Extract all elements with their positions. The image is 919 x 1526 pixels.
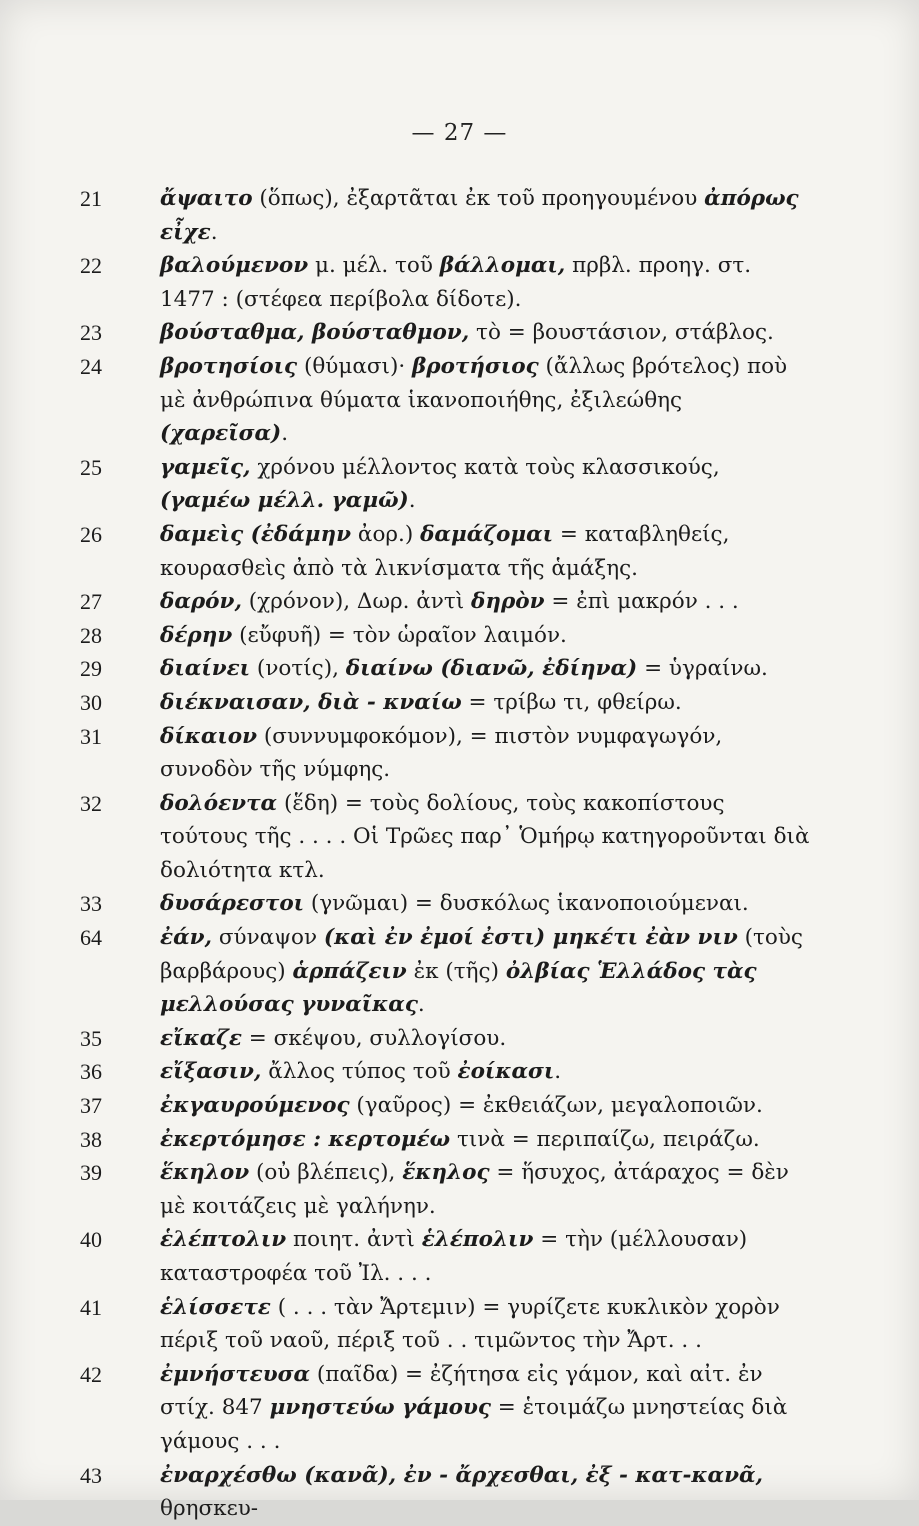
gloss-text: (νοτίς), — [250, 656, 346, 682]
line-number: 32 — [80, 790, 102, 816]
line-number: 35 — [80, 1025, 102, 1051]
line-number: 33 — [80, 891, 102, 917]
line-number: 30 — [80, 689, 102, 715]
glossary-entry — [72, 619, 812, 653]
gloss-text: (γαῦρος) = ἐκθειάζων, μεγαλοποιῶν. — [349, 1093, 763, 1119]
headword: ὀλβίας Ἑλλάδος τὰς μελλούσας γυναῖκας — [160, 958, 757, 1018]
headword: ἑλέπολιν — [421, 1227, 534, 1253]
headword: ἐναρχέσθω (κανᾶ), ἐν - ἄρχεσθαι, ἐξ - κατ-κανᾶ, — [160, 1462, 764, 1488]
headword: βάλλομαι, — [439, 253, 566, 279]
headword: δέρην — [160, 622, 233, 648]
line-number: 36 — [80, 1059, 102, 1085]
headword: ἑλίσσετε — [160, 1294, 271, 1320]
line-number: 26 — [80, 521, 102, 547]
gloss-text: . — [408, 488, 416, 514]
headword: δαρόν, — [160, 589, 242, 615]
headword: ἁρπάζειν — [292, 958, 407, 984]
glossary-entry — [72, 887, 812, 921]
line-number: 28 — [80, 622, 102, 648]
glossary-entry — [72, 585, 812, 619]
page-number: — 27 — — [411, 120, 508, 146]
glossary-entry — [72, 1055, 812, 1089]
line-number: 24 — [80, 353, 102, 379]
glossary-entry — [72, 182, 812, 249]
headword: βαλούμενον — [160, 253, 309, 279]
headword: ἐκερτόμησε : κερτομέω — [160, 1126, 451, 1152]
headword: ἐμνήστευσα — [160, 1361, 311, 1387]
glossary-entry — [72, 652, 812, 686]
line-number: 23 — [80, 320, 102, 346]
gloss-text: (τοὺς βαρβάρους) — [160, 925, 803, 984]
headword: ἕκηλος — [402, 1160, 490, 1186]
line-number: 29 — [80, 656, 102, 682]
headword: (χαρεῖσα) — [160, 421, 282, 447]
gloss-text: (ὅπως), ἐξαρτᾶται ἐκ τοῦ προηγουμένου — [252, 186, 705, 211]
gloss-text: χρόνου μέλλοντος κατὰ τοὺς κλασσικούς, — [250, 454, 720, 480]
gloss-text: ( . . . τὰν Ἄρτεμιν) = γυρίζετε κυκλικὸν χορὸν πέριξ τοῦ ναοῦ, πέριξ τοῦ . . τιμῶντος τὴν Ἄρτ. . . — [160, 1294, 780, 1354]
line-number: 22 — [80, 253, 102, 279]
headword: ἐοίκασι — [457, 1059, 555, 1085]
glossary-entry — [72, 1358, 812, 1459]
headword: ἑλέπτολιν — [160, 1227, 287, 1253]
headword: δίκαιον — [160, 723, 258, 749]
glossary-text — [72, 182, 812, 1526]
gloss-text: (χρόνον), Δωρ. ἀντὶ — [241, 589, 472, 615]
gloss-text: . — [417, 992, 425, 1018]
gloss-text: . — [554, 1059, 562, 1085]
headword: εἴκαζε — [160, 1025, 242, 1051]
headword: δαμάζομαι — [420, 521, 554, 547]
gloss-text: = τρίβω τι, φθείρω. — [461, 689, 682, 715]
headword: μνηστεύω γάμους — [269, 1395, 491, 1421]
headword: ἐάν, — [160, 925, 213, 951]
gloss-text: ἀορ.) — [351, 521, 421, 547]
headword: δηρὸν — [471, 589, 545, 615]
gloss-text: (ἄλλως βρότελος) ποὺ μὲ ἀνθρώπινα θύματα ἱκανοποιήθης, ἐξιλεώθης — [160, 353, 788, 413]
gloss-text: . — [281, 421, 289, 447]
gloss-text: ποιητ. ἀντὶ — [286, 1227, 422, 1253]
gloss-text: μ. μέλ. τοῦ — [308, 253, 440, 279]
line-number: 43 — [80, 1462, 102, 1488]
headword: δολόεντα — [160, 790, 278, 816]
gloss-text: = ἐπὶ μακρόν . . . — [544, 589, 739, 615]
glossary-entry — [72, 1459, 812, 1526]
headword: δυσάρεστοι — [160, 891, 305, 917]
gloss-text: ἄλλος τύπος τοῦ — [261, 1059, 458, 1085]
line-number: 25 — [80, 454, 102, 480]
gloss-text: (συννυμφοκόμον), = πιστὸν νυμφαγωγόν, συνοδὸν τῆς νύμφης. — [160, 723, 723, 783]
glossary-entry — [72, 316, 812, 350]
gloss-text: (γνῶμαι) = δυσκόλως ἱκανοποιούμεναι. — [304, 891, 749, 917]
glossary-entry — [72, 1123, 812, 1157]
gloss-text: = ὑγραίνω. — [637, 656, 768, 682]
glossary-entry — [72, 350, 812, 451]
headword: βροτήσιος — [412, 353, 539, 379]
glossary-entry — [72, 921, 812, 1022]
glossary-entry — [72, 720, 812, 787]
glossary-entry — [72, 249, 812, 316]
gloss-text: (οὐ βλέπεις), — [249, 1160, 403, 1186]
headword: ἕκηλον — [160, 1160, 250, 1186]
gloss-text: (ἕδη) = τοὺς δολίους, τοὺς κακοπίστους τούτους τῆς . . . . Οἱ Τρῶες παρ᾽ Ὁμήρῳ κατηγοροῦνται διὰ δολιότητα κτλ. — [160, 790, 810, 883]
glossary-entry — [72, 1089, 812, 1123]
line-number: 21 — [80, 186, 102, 211]
headword: (καὶ ἐν ἐμοί ἐστι) μηκέτι ἐὰν νιν — [323, 925, 738, 951]
gloss-text: ἐκ (τῆς) — [406, 958, 506, 984]
headword: ἄψαιτο — [160, 186, 253, 211]
line-number: 37 — [80, 1093, 102, 1119]
gloss-text: = καταβληθείς, κουρασθεὶς ἀπὸ τὰ λικνίσματα τῆς ἁμάξης. — [160, 521, 730, 581]
headword: διαίνει — [160, 656, 251, 682]
line-number: 40 — [80, 1227, 102, 1253]
headword: (γαμέω μέλλ. γαμῶ) — [160, 488, 409, 514]
headword: βούσταθμα, βούσταθμον, — [160, 320, 470, 346]
headword: διαίνω (διανῶ, ἐδίηνα) — [345, 656, 638, 682]
gloss-text: σύναψον — [212, 925, 324, 951]
gloss-text: . — [210, 219, 218, 245]
line-number: 27 — [80, 589, 102, 615]
gloss-text: (θύμασι)· — [297, 353, 412, 379]
gloss-text: θρησκευ- — [160, 1496, 259, 1522]
line-number: 41 — [80, 1294, 102, 1320]
headword: βροτησίοις — [160, 353, 298, 379]
gloss-text: = τὴν (μέλλουσαν) καταστροφέα τοῦ Ἰλ. . . . — [160, 1227, 748, 1286]
headword: ἐκγαυρούμενος — [160, 1093, 350, 1119]
gloss-text: (εὔφυῆ) = τὸν ὡραῖον λαιμόν. — [232, 622, 567, 648]
glossary-entry — [72, 787, 812, 888]
gloss-text: πρβλ. προηγ. στ. 1477 : (στέφεα περίβολα δίδοτε). — [160, 253, 752, 312]
glossary-entry — [72, 451, 812, 518]
glossary-entry — [72, 1291, 812, 1358]
gloss-text: τινὰ = περιπαίζω, πειράζω. — [450, 1126, 760, 1152]
glossary-entry — [72, 686, 812, 720]
gloss-text: = ἥσυχος, ἀτάραχος = δὲν μὲ κοιτάζεις μὲ γαλήνην. — [160, 1160, 789, 1219]
headword: ἀπόρως εἶχε — [160, 186, 799, 245]
glossary-entry — [72, 1223, 812, 1290]
headword: διέκναισαν, διὰ - κναίω — [160, 689, 462, 715]
line-number: 39 — [80, 1160, 102, 1186]
headword: γαμεῖς, — [160, 454, 251, 480]
line-number: 42 — [80, 1361, 102, 1387]
headword: δαμεὶς (ἐδάμην — [160, 521, 352, 547]
glossary-entry — [72, 1022, 812, 1056]
glossary-entry — [72, 518, 812, 585]
glossary-entry — [72, 1156, 812, 1223]
headword: εἴξασιν, — [160, 1059, 262, 1085]
line-number: 38 — [80, 1126, 102, 1152]
gloss-text: τὸ = βουστάσιον, στάβλος. — [469, 320, 774, 346]
gloss-text: = σκέψου, συλλογίσου. — [241, 1025, 507, 1051]
line-number: 64 — [80, 925, 102, 951]
line-number: 31 — [80, 723, 102, 749]
gloss-text: = ἑτοιμάζω μνηστείας διὰ γάμους . . . — [160, 1395, 788, 1454]
gloss-text: (παῖδα) = ἐζήτησα εἰς γάμον, καὶ αἰτ. ἐν στίχ. 847 — [160, 1361, 763, 1421]
